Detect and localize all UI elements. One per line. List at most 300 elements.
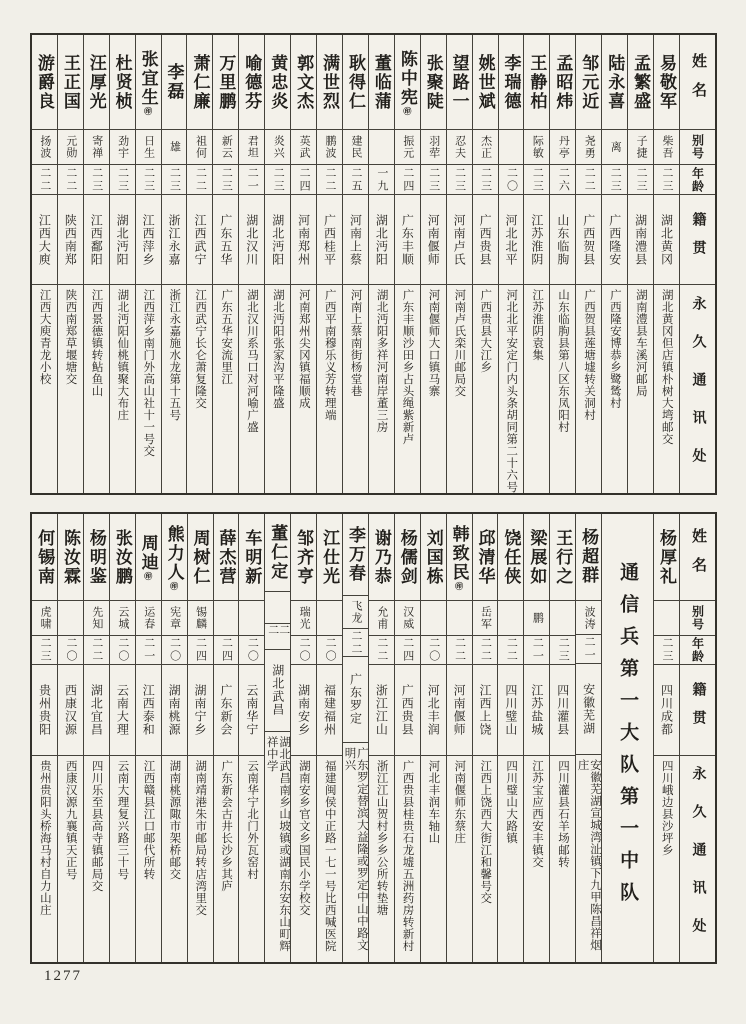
entry-alias [447, 130, 472, 165]
entry-age [291, 165, 316, 195]
roster-entry-column [238, 514, 264, 962]
entry-address [32, 285, 57, 493]
entry-native-place-text: 江西鄱阳 [89, 213, 104, 266]
entry-age [317, 636, 342, 665]
entry-name-text: 周迪㊞ [138, 534, 158, 580]
entry-age [32, 636, 57, 665]
entry-alias [524, 601, 549, 636]
entry-native-place-text: 江西武宁 [192, 213, 207, 266]
entry-address [291, 285, 316, 493]
entry-address [576, 755, 601, 962]
entry-age-text: 二四 [220, 637, 233, 663]
entry-alias-text: 丹亭 [557, 135, 570, 159]
entry-native-place [395, 665, 420, 756]
entry-native-place-text: 河南郑州 [296, 213, 311, 266]
entry-age [32, 165, 57, 195]
entry-alias [187, 130, 212, 165]
entry-address-text: 云南大理复兴路三十号 [116, 760, 129, 880]
entry-alias [628, 130, 653, 165]
entry-native-place-text: 陕西南郑 [63, 213, 78, 266]
entry-age-text: 二三 [427, 166, 440, 193]
entry-alias [602, 130, 627, 165]
entry-age-text: 二二 [90, 637, 103, 663]
entry-address-text: 江西上饶西大街江和馨号交 [479, 760, 492, 904]
entry-name [136, 35, 161, 130]
entry-name-text: 汪厚光 [86, 53, 106, 111]
entry-age [524, 165, 549, 195]
entry-alias-text: 汉威 [401, 606, 414, 630]
entry-age [239, 165, 264, 195]
header-native-place [680, 665, 715, 756]
entry-alias [58, 130, 83, 165]
entry-alias [32, 601, 57, 636]
roster-entry-column [161, 35, 187, 493]
entry-name-text: 李万春 [345, 526, 365, 584]
entry-native-place [447, 665, 472, 756]
roster-entry-column [601, 35, 627, 493]
entry-native-place [550, 195, 575, 285]
entry-native-place-text: 河南偃师 [452, 684, 467, 736]
entry-age-text: 二一 [583, 636, 596, 663]
roster-entry-column [627, 35, 653, 493]
entry-name-text: 李磊 [164, 63, 184, 101]
roster-entry-column [523, 35, 549, 493]
header-native-place-label: 籍贯 [690, 682, 706, 738]
annotation-mark: ㊞ [143, 572, 153, 580]
entry-alias-text: 寄禅 [90, 135, 103, 159]
entry-address-text: 广西贺县莲塘墟转关洞村 [582, 289, 595, 421]
entry-alias-text: 柴吾 [661, 135, 674, 159]
entry-native-place-text: 河南上蔡 [348, 213, 363, 266]
roster-entry-column [575, 514, 601, 962]
header-alias-label: 别号 [690, 134, 705, 160]
entry-alias [421, 601, 446, 636]
entry-native-place [162, 665, 187, 756]
entry-native-place [239, 195, 264, 285]
entry-native-place [239, 665, 264, 756]
entry-name [524, 514, 549, 601]
entry-address-text: 湖南澧县车溪河邮局 [634, 289, 647, 397]
entry-native-place-text: 河北丰润 [426, 684, 441, 736]
roster-table-top [30, 33, 717, 495]
entry-age-text: 二〇 [168, 637, 181, 663]
entry-native-place-text: 广东丰顺 [400, 213, 415, 266]
entry-age [395, 636, 420, 665]
entry-age [369, 636, 394, 665]
entry-address [499, 285, 524, 493]
entry-address-text: 陕西南郑草堰塘交 [64, 289, 77, 385]
entry-age-text: 二三 [531, 166, 544, 193]
entry-alias-text: 振元 [401, 135, 414, 159]
entry-address [343, 743, 368, 962]
entry-age [291, 636, 316, 665]
entry-name-text: 萧仁廉 [190, 53, 210, 111]
entry-alias [447, 601, 472, 636]
entry-native-place [187, 195, 212, 285]
entry-age-text: 二一 [531, 637, 544, 663]
entry-alias [136, 130, 161, 165]
entry-age-text: 二三 [557, 637, 570, 663]
entry-age-text: 二三 [142, 166, 155, 193]
entry-age-text: 二三 [220, 166, 233, 193]
entry-alias [576, 130, 601, 165]
entry-age-text: 二〇 [298, 637, 311, 663]
entry-name [32, 35, 57, 130]
entry-alias [317, 130, 342, 165]
entry-alias [369, 130, 394, 165]
entry-name-text: 黄忠炎 [268, 53, 288, 111]
entry-name-text: 车明新 [242, 528, 262, 586]
entry-native-place [317, 195, 342, 285]
entry-name [421, 514, 446, 601]
entry-native-place-text: 湖南安乡 [296, 684, 311, 736]
entry-native-place [628, 195, 653, 285]
entry-alias [84, 130, 109, 165]
entry-age [421, 636, 446, 665]
entry-native-place-text: 四川璧山 [503, 684, 518, 736]
entry-name-text: 江仕光 [320, 528, 340, 586]
entry-native-place [136, 195, 161, 285]
entry-name-text: 韩致民㊞ [449, 524, 469, 590]
entry-name [343, 514, 368, 596]
entry-name [239, 514, 264, 601]
entry-name [602, 35, 627, 130]
entry-alias [239, 130, 264, 165]
entry-alias-text: 扬波 [38, 135, 51, 159]
entry-name-text: 谢乃恭 [371, 528, 391, 586]
entry-address [317, 285, 342, 493]
header-age-label: 年龄 [690, 166, 705, 193]
entry-native-place-text: 四川成都 [659, 684, 674, 736]
annotation-mark: ㊞ [454, 581, 464, 590]
entry-address-text: 湖北黄冈但店镇朴树大塆邮交 [660, 289, 673, 445]
entry-age [162, 165, 187, 195]
header-age [680, 636, 715, 665]
entry-name [84, 35, 109, 130]
entry-address-text: 河南上蔡南街杨堂巷 [349, 289, 362, 397]
entry-age-text: 二三 [168, 166, 181, 193]
entry-name [32, 514, 57, 601]
entry-native-place-text: 浙江永嘉 [167, 213, 182, 266]
entry-age-text: 二二 [38, 166, 51, 193]
entry-native-place [654, 665, 679, 756]
entry-age-text: 二二 [266, 623, 290, 637]
entry-native-place-text: 湖南桃源 [167, 684, 182, 736]
entry-name-text: 满世烈 [320, 53, 340, 111]
entry-native-place-text: 湖南宁乡 [193, 684, 208, 736]
entry-alias [317, 601, 342, 636]
entry-alias-text: 云城 [116, 606, 129, 630]
entry-native-place [84, 195, 109, 285]
entry-name [395, 514, 420, 601]
entry-age [473, 636, 498, 665]
entry-age-text: 二〇 [246, 637, 259, 663]
entry-address-text: 浙江江山贺村乡乡公所转垫塘 [375, 760, 388, 916]
entry-native-place-text: 湖北沔阳 [270, 213, 285, 266]
roster-entry-column [316, 514, 342, 962]
roster-entry-column [472, 514, 498, 962]
entry-name-text: 陆永喜 [605, 53, 625, 111]
entry-address [265, 732, 290, 962]
roster-entry-column [212, 35, 238, 493]
roster-entry-column [83, 35, 109, 493]
entry-name-text: 陈中宪㊞ [397, 49, 417, 115]
entry-name-text: 万里鹏 [216, 53, 236, 111]
entry-age [213, 165, 238, 195]
entry-address [291, 756, 316, 962]
entry-address-text: 广西贵县大江乡 [479, 289, 492, 373]
entry-name-text: 王行之 [553, 528, 573, 586]
entry-address-text: 山东临朐县第八区东凤阳村 [557, 289, 570, 433]
roster-entry-column [368, 35, 394, 493]
entry-age-text: 二三 [479, 166, 492, 193]
entry-alias [473, 130, 498, 165]
roster-entry-column [109, 514, 135, 962]
entry-age-text: 二二 [583, 166, 596, 193]
entry-age [84, 636, 109, 665]
entry-name-text: 杨明鉴 [86, 528, 106, 586]
roster-entry-column [264, 35, 290, 493]
entry-native-place [524, 665, 549, 756]
entry-age [602, 165, 627, 195]
entry-address [162, 756, 187, 962]
entry-alias-text: 鹏波 [324, 135, 337, 159]
header-address [680, 285, 715, 493]
entry-alias [473, 601, 498, 636]
entry-native-place-text: 湖北黄冈 [659, 213, 674, 266]
entry-native-place-text: 广东新会 [218, 684, 233, 736]
entry-native-place-text: 湖北宜昌 [89, 684, 104, 736]
entry-name [499, 35, 524, 130]
unit-title-column [601, 514, 653, 962]
entry-alias [654, 130, 679, 165]
entry-name-text: 邹元近 [579, 53, 599, 111]
entry-alias [369, 601, 394, 636]
entry-address-text: 江西大庾青龙小校 [38, 289, 51, 385]
entry-native-place [317, 665, 342, 756]
entry-name [395, 35, 420, 130]
entry-native-place [576, 195, 601, 285]
entry-address-text: 河南偃师东蔡庄 [453, 760, 466, 844]
entry-address [32, 756, 57, 962]
entry-native-place [473, 195, 498, 285]
entry-address-text: 湖北沔阳张家沟平隆盛 [271, 289, 284, 409]
entry-native-place-text: 江西大庾 [37, 213, 52, 266]
entry-name [84, 514, 109, 601]
entry-age-text: 二四 [401, 166, 414, 193]
entry-alias [395, 130, 420, 165]
roster-entry-column [186, 35, 212, 493]
entry-age-text: 二三 [661, 166, 674, 193]
annotation-mark: ㊞ [402, 106, 412, 115]
entry-age [447, 165, 472, 195]
entry-native-place-text: 江西萍乡 [141, 213, 156, 266]
header-name-label: 姓名 [690, 53, 706, 111]
roster-table-bottom [30, 512, 717, 964]
entry-name-text: 孟繁盛 [631, 53, 651, 111]
entry-native-place-text: 山东临朐 [555, 213, 570, 266]
entry-native-place [421, 195, 446, 285]
entry-address-text: 河南郑州尖冈镇福顺成 [297, 289, 310, 409]
entry-name-text: 何锡南 [35, 528, 55, 586]
entry-address [447, 285, 472, 493]
entry-age [265, 624, 290, 650]
header-name [680, 514, 715, 601]
entry-alias [291, 601, 316, 636]
entry-name [317, 514, 342, 601]
entry-address [421, 285, 446, 493]
entry-native-place [602, 195, 627, 285]
entry-name [317, 35, 342, 130]
roster-entry-column [498, 35, 524, 493]
entry-alias-text: 炎兴 [272, 135, 285, 159]
entry-age [550, 636, 575, 665]
entry-native-place [214, 665, 239, 756]
entry-native-place [369, 665, 394, 756]
entry-native-place-text: 广西贵县 [478, 213, 493, 266]
entry-name [265, 35, 290, 130]
entry-alias-text: 元勋 [64, 135, 77, 159]
entry-age [654, 636, 679, 665]
entry-name-text: 杜贤桢 [112, 53, 132, 111]
entry-name [110, 35, 135, 130]
roster-entry-column [83, 514, 109, 962]
entry-address-text: 贵州贵阳头桥海马村自力山庄 [38, 760, 51, 916]
annotation-mark: ㊞ [169, 581, 179, 590]
entry-address-text: 安徽芜湖宣城湾沚镇下九甲陈昌祥烟庄 [576, 758, 602, 951]
entry-alias [524, 130, 549, 165]
entry-name-text: 邹齐亨 [294, 528, 314, 586]
entry-alias [162, 601, 187, 636]
entry-native-place-text: 贵州贵阳 [37, 684, 52, 736]
entry-alias-text: 劲宇 [116, 135, 129, 159]
entry-address-text: 湖南安乡官文乡国民小学校交 [297, 760, 310, 916]
entry-alias [110, 601, 135, 636]
entry-address-text: 浙江永嘉施水龙第十五号 [168, 289, 181, 421]
entry-name-text: 刘国栋 [423, 528, 443, 586]
entry-name-text: 郭文杰 [294, 53, 314, 111]
page-number: 1277 [44, 968, 82, 984]
entry-age [499, 165, 524, 195]
entry-alias [291, 130, 316, 165]
entry-native-place [447, 195, 472, 285]
roster-entry-column [549, 514, 575, 962]
roster-entry-column [446, 35, 472, 493]
entry-native-place [84, 665, 109, 756]
entry-native-place-text: 云南华宁 [244, 684, 259, 736]
entry-name-text: 杨儒剑 [397, 528, 417, 586]
roster-entry-column [238, 35, 264, 493]
entry-address [628, 285, 653, 493]
entry-name-text: 易敬军 [657, 53, 677, 111]
entry-alias-text: 先知 [90, 606, 103, 630]
entry-address [110, 285, 135, 493]
entry-address [110, 756, 135, 962]
entry-name [369, 35, 394, 130]
entry-age-text: 二二 [479, 637, 492, 663]
entry-name-text: 喻德芬 [242, 53, 262, 111]
entry-name-text: 陈汝霖 [61, 528, 81, 586]
entry-native-place-text: 湖北沔阳 [115, 213, 130, 266]
entry-age [576, 635, 601, 664]
entry-native-place [524, 195, 549, 285]
entry-native-place [110, 665, 135, 756]
entry-name [628, 35, 653, 130]
entry-age [447, 636, 472, 665]
entry-address-text: 广西隆安博恭乡鹭鸶村 [608, 289, 621, 409]
entry-native-place [32, 665, 57, 756]
entry-name-text: 孟昭炜 [553, 53, 573, 111]
entry-address-text: 湖南桃源陬市架桥邮交 [168, 760, 181, 880]
entry-address [654, 756, 679, 962]
entry-name [343, 35, 368, 130]
entry-alias-text: 日生 [142, 135, 155, 159]
entry-address-text: 河北丰润车轴山 [427, 760, 440, 844]
entry-name-text: 董仁定 [268, 524, 288, 582]
entry-age [58, 165, 83, 195]
roster-entry-column [213, 514, 239, 962]
entry-name-text: 邱清华 [475, 528, 495, 586]
entry-name [239, 35, 264, 130]
entry-age-text: 二四 [298, 166, 311, 193]
entry-age-text: 二三 [90, 166, 103, 193]
entry-native-place [136, 665, 161, 756]
entry-name [162, 35, 187, 130]
entry-address [214, 756, 239, 962]
roster-entry-column [264, 514, 290, 962]
entry-age-text: 二〇 [116, 637, 129, 663]
entry-native-place-text: 广东罗定 [348, 673, 363, 726]
entry-native-place [499, 195, 524, 285]
entry-native-place-text: 广西桂平 [322, 213, 337, 266]
entry-age-text: 二四 [401, 637, 414, 663]
roster-entry-column [135, 35, 161, 493]
entry-native-place [32, 195, 57, 285]
entry-address [524, 285, 549, 493]
entry-age-text: 二〇 [324, 637, 337, 663]
entry-name [58, 35, 83, 130]
entry-name [265, 514, 290, 592]
entry-age [473, 165, 498, 195]
roster-entry-column [290, 514, 316, 962]
entry-native-place [498, 665, 523, 756]
entry-alias [265, 130, 290, 165]
entry-name [162, 514, 187, 601]
entry-name [110, 514, 135, 601]
roster-entry-column [32, 514, 57, 962]
entry-address-text: 河北北平安定门内头条胡同第二十六号 [505, 289, 518, 493]
entry-native-place-text: 河南偃师 [426, 213, 441, 266]
entry-name [447, 514, 472, 601]
entry-name-text: 周树仁 [190, 528, 210, 586]
entry-address-text: 西康汉源九襄镇天正号 [64, 760, 77, 880]
entry-native-place-text: 江苏淮阴 [529, 213, 544, 266]
roster-entry-column [420, 35, 446, 493]
entry-age-text: 二二 [324, 166, 337, 193]
entry-age [239, 636, 264, 665]
entry-address [550, 285, 575, 493]
entry-native-place-text: 江西上饶 [478, 684, 493, 736]
entry-address-text: 广东新会古井长沙乡其庐 [220, 760, 233, 892]
entry-address [498, 756, 523, 962]
entry-address [84, 756, 109, 962]
entry-age-text: 二三 [272, 166, 285, 193]
entry-address-text: 广东罗定替滨大益隆或罗定中山中路文明兴 [343, 746, 368, 951]
entry-address-text: 云南华宁北门外瓦窑村 [246, 760, 259, 880]
entry-name-text: 梁展如 [527, 528, 547, 586]
entry-age-text: 二〇 [65, 637, 78, 663]
entry-name-text: 薛杰营 [216, 528, 236, 586]
